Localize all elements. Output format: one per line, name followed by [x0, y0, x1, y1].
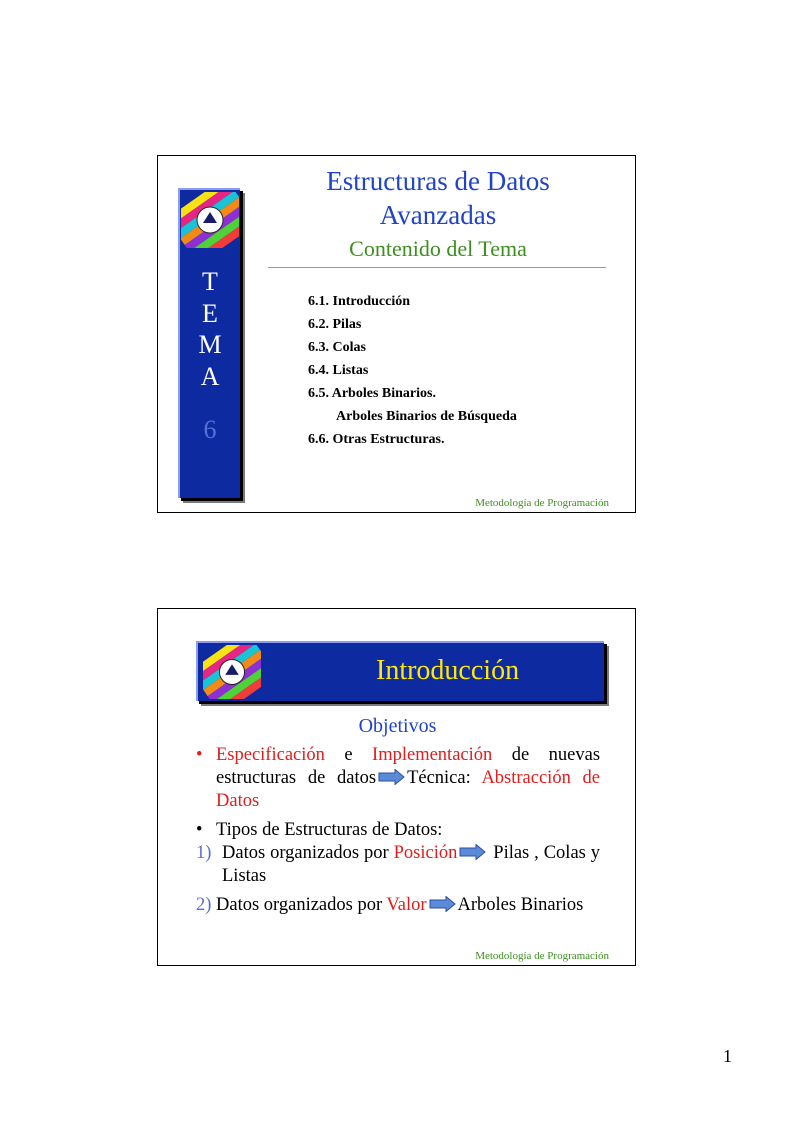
toc-item: 6.6. Otras Estructuras. — [308, 432, 445, 447]
item-number: 1) — [196, 843, 212, 863]
toc-item: 6.5. Arboles Binarios. — [308, 386, 436, 401]
objectives-heading: Objetivos — [358, 715, 437, 737]
letter-t: T — [202, 267, 218, 296]
slide-footer: Metodología de Programación — [475, 950, 609, 962]
letter-m: M — [198, 330, 222, 359]
bullet-marker: • — [196, 745, 203, 765]
highlight-valor: Valor — [386, 895, 427, 915]
toc-item: 6.1. Introducción — [308, 294, 411, 309]
item-number: 2) — [196, 895, 212, 915]
arrow-right-icon — [459, 844, 486, 860]
university-logo-icon — [181, 192, 239, 248]
text-pre: Datos organizados por — [216, 895, 383, 915]
slide-title — [268, 164, 608, 232]
highlight-implementacion: Implementación — [372, 745, 493, 765]
toc-item: 6.4. Listas — [308, 363, 369, 378]
topic-side-bar — [178, 188, 240, 498]
banner-title: Introducción — [376, 655, 520, 686]
text-rest: de nuevas estructuras de datos — [216, 745, 601, 788]
topic-letters — [180, 266, 240, 446]
bullet-item — [196, 819, 600, 842]
slide-contents — [157, 155, 636, 513]
arrow-right-icon — [429, 896, 456, 912]
bullet-item — [196, 744, 600, 813]
letter-a: A — [200, 361, 220, 391]
highlight-especificacion: Especificación — [216, 745, 325, 765]
bullet-text — [196, 744, 600, 813]
item-text — [196, 842, 600, 888]
topic-number: 6 — [203, 415, 217, 444]
slide-subtitle: Contenido del Tema — [349, 236, 527, 261]
numbered-item — [196, 842, 600, 888]
letter-e: E — [202, 298, 218, 328]
highlight-abstraccion: Abstracción de Datos — [216, 768, 600, 811]
divider — [268, 267, 606, 268]
title-line-2: Avanzadas — [379, 200, 497, 230]
bullet-marker: • — [196, 820, 203, 840]
numbered-item — [196, 894, 600, 917]
text-tecnica: Técnica: — [407, 768, 471, 788]
highlight-posicion: Posición — [393, 843, 458, 863]
text-post: Pilas , Colas y Listas — [222, 843, 601, 886]
page-number: 1 — [723, 1046, 732, 1066]
text-pre: Datos organizados por — [222, 843, 389, 863]
text-post: Arboles Binarios — [457, 895, 584, 915]
bullet-text: Tipos de Estructuras de Datos: — [216, 820, 443, 840]
toc-subitem: Arboles Binarios de Búsqueda — [336, 409, 517, 424]
slide-footer: Metodología de Programación — [475, 497, 609, 509]
slide-introduction — [157, 608, 636, 966]
item-text — [196, 894, 600, 917]
university-logo-icon — [203, 645, 261, 699]
toc-item: 6.2. Pilas — [308, 317, 362, 332]
slide-body — [196, 744, 600, 917]
arrow-right-icon — [378, 769, 405, 785]
toc-item: 6.3. Colas — [308, 340, 366, 355]
text-e: e — [344, 745, 353, 765]
title-line-1: Estructuras de Datos — [326, 166, 550, 196]
title-banner — [196, 641, 604, 701]
table-of-contents — [308, 290, 517, 451]
